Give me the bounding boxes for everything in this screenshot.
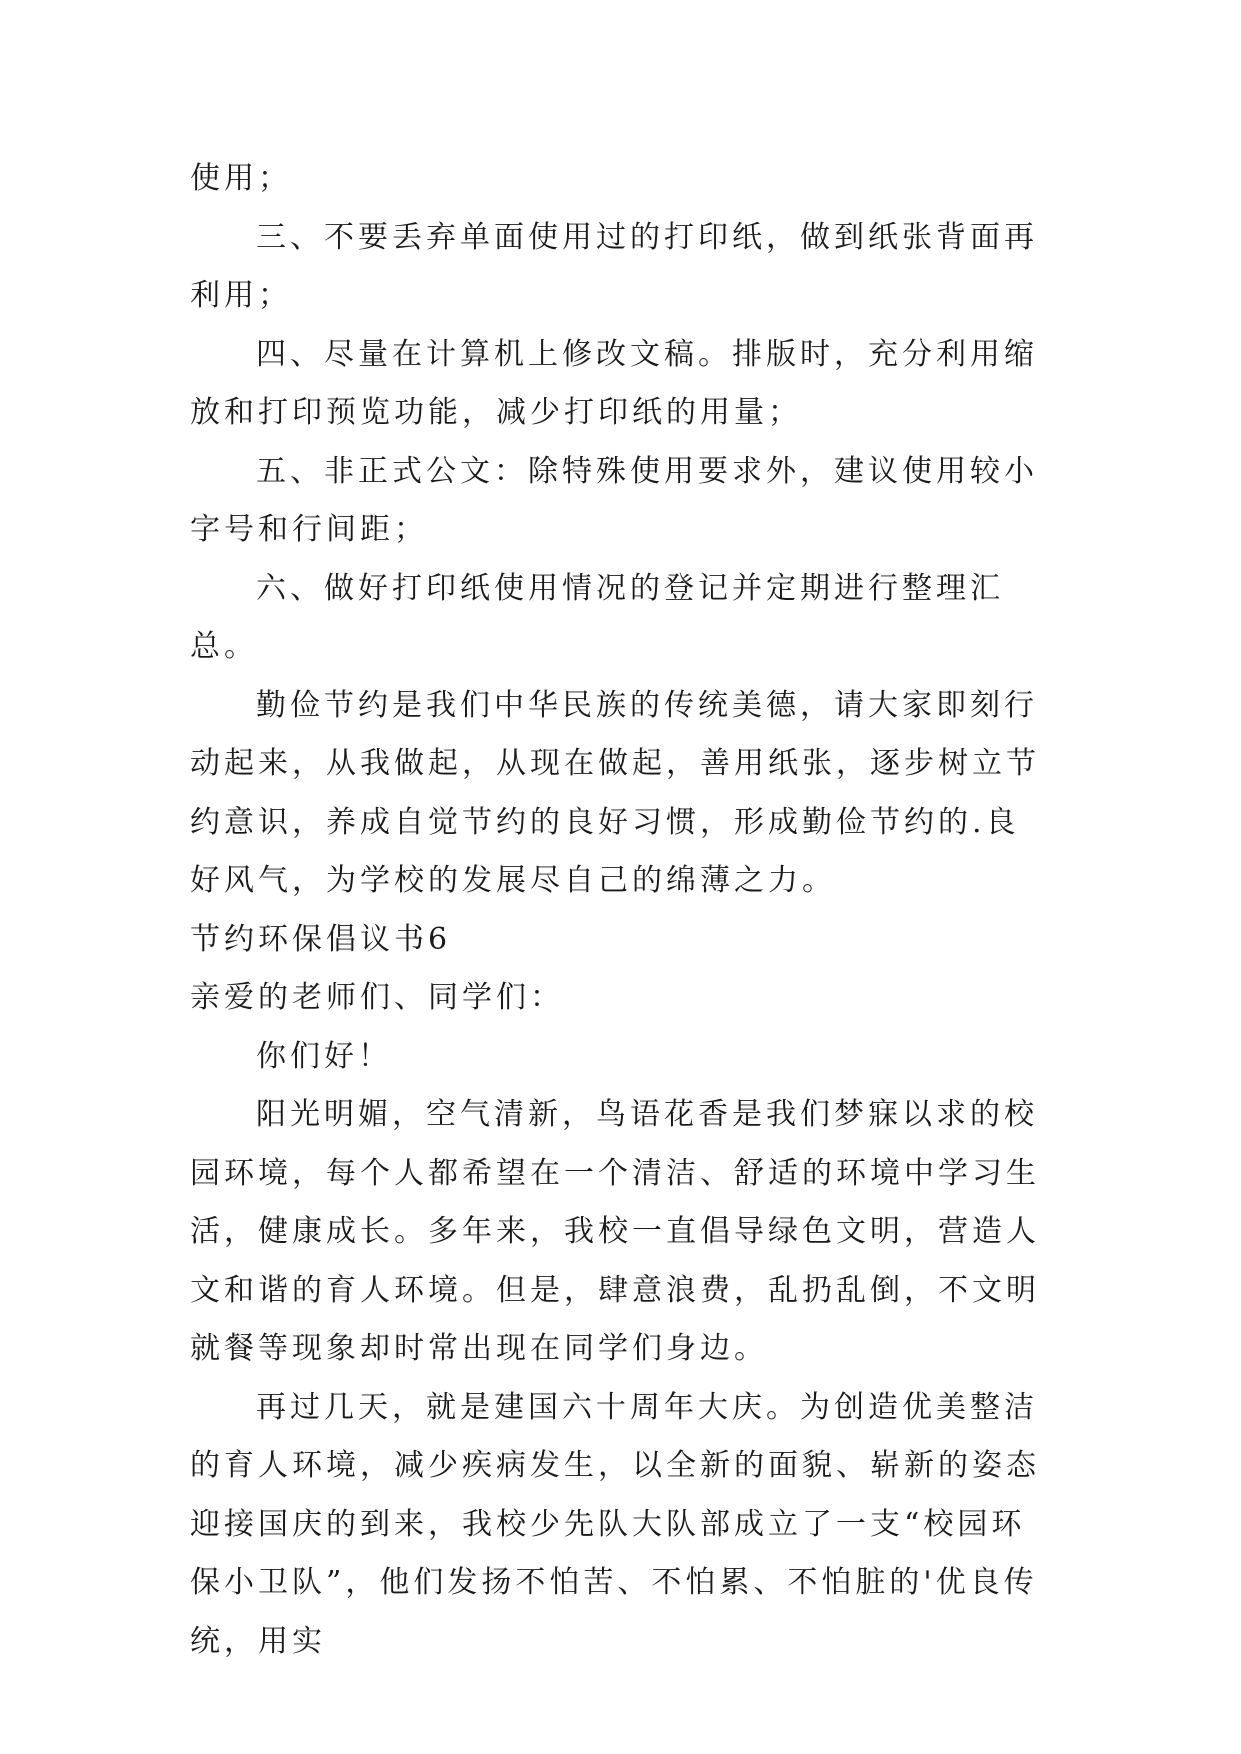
paragraph-closing: 勤俭节约是我们中华民族的传统美德，请大家即刻行动起来，从我做起，从现在做起，善用纸张，逐步树立节约意识，养成自觉节约的良好习惯，形成勤俭节约的.良好风气，为学校的发展尽自己的绵薄之力。 <box>190 687 1040 898</box>
paragraph-body-two: 再过几天，就是建国六十周年大庆。为创造优美整洁的育人环境，减少疾病发生，以全新的面貌、崭新的姿态迎接国庆的到来，我校少先队大队部成立了一支“校园环保小卫队”，他们发扬不怕苦、不怕累、不怕脏的'优良传统，用实 <box>190 1389 1040 1659</box>
section-title: 节约环保倡议书6 <box>190 921 452 957</box>
document-body <box>190 150 1050 1671</box>
salutation: 亲爱的老师们、同学们： <box>190 980 564 1015</box>
paragraph-item-six: 六、做好打印纸使用情况的登记并定期进行整理汇总。 <box>190 570 1004 664</box>
paragraph-body-one: 阳光明媚，空气清新，鸟语花香是我们梦寐以求的校园环境，每个人都希望在一个清洁、舒适的环境中学习生活，健康成长。多年来，我校一直倡导绿色文明，营造人文和谐的育人环境。但是，肆意浪费，乱扔乱倒，不文明就餐等现象却时常出现在同学们身边。 <box>190 1097 1040 1366</box>
paragraph-item-three: 三、不要丢弃单面使用过的打印纸，做到纸张背面再利用； <box>190 219 1038 313</box>
paragraph-item-five: 五、非正式公文：除特殊使用要求外，建议使用较小字号和行间距； <box>190 453 1038 547</box>
paragraph-continuation: 使用； <box>190 161 292 196</box>
paragraph-item-four: 四、尽量在计算机上修改文稿。排版时，充分利用缩放和打印预览功能，减少打印纸的用量； <box>190 336 1038 430</box>
greeting: 你们好！ <box>256 1038 392 1074</box>
